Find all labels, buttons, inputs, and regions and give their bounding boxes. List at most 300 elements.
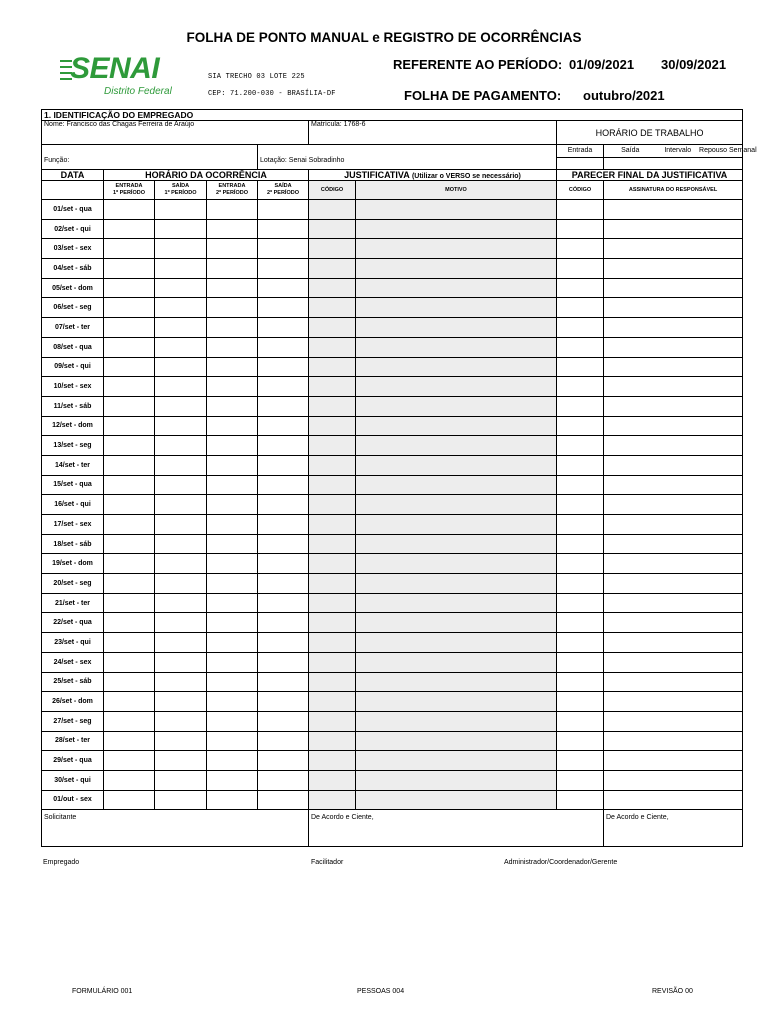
justification-reason-cell[interactable] — [356, 239, 557, 259]
day-row — [42, 711, 743, 731]
justification-reason-cell[interactable] — [356, 790, 557, 810]
entry-2-cell[interactable] — [207, 574, 258, 594]
entry-1-cell[interactable] — [104, 377, 155, 397]
exit-2-cell[interactable] — [258, 259, 309, 279]
entry-1-cell[interactable] — [104, 318, 155, 338]
entry-1-cell[interactable] — [104, 731, 155, 751]
exit-2-cell[interactable] — [258, 593, 309, 613]
final-code-cell[interactable] — [557, 455, 604, 475]
justification-code-cell[interactable] — [309, 259, 356, 279]
exit-2-cell[interactable] — [258, 692, 309, 712]
day-row — [42, 259, 743, 279]
justification-reason-cell[interactable] — [356, 298, 557, 318]
entry-1-cell[interactable] — [104, 672, 155, 692]
signature-cell[interactable] — [604, 692, 743, 712]
final-code-cell[interactable] — [557, 298, 604, 318]
entry-2-cell[interactable] — [207, 416, 258, 436]
final-code-cell[interactable] — [557, 515, 604, 535]
exit-2-cell[interactable] — [258, 711, 309, 731]
schedule-col-exit: Saída — [621, 147, 640, 155]
exit-1-cell[interactable] — [155, 770, 207, 790]
entry-2-cell[interactable] — [207, 672, 258, 692]
justification-reason-cell[interactable] — [356, 455, 557, 475]
justification-reason-cell[interactable] — [356, 278, 557, 298]
header-entry-1: ENTRADA 1º PERÍODO — [104, 181, 155, 200]
signature-cell[interactable] — [604, 554, 743, 574]
signature-cell[interactable] — [604, 239, 743, 259]
day-row — [42, 239, 743, 259]
entry-2-cell[interactable] — [207, 751, 258, 771]
exit-2-cell[interactable] — [258, 633, 309, 653]
justification-code-cell[interactable] — [309, 396, 356, 416]
justification-reason-cell[interactable] — [356, 377, 557, 397]
exit-1-cell[interactable] — [155, 357, 207, 377]
signature-cell[interactable] — [604, 613, 743, 633]
justification-code-cell[interactable] — [309, 593, 356, 613]
entry-1-cell[interactable] — [104, 200, 155, 220]
justification-code-cell[interactable] — [309, 278, 356, 298]
exit-1-cell[interactable] — [155, 298, 207, 318]
entry-2-cell[interactable] — [207, 396, 258, 416]
entry-1-cell[interactable] — [104, 593, 155, 613]
exit-2-cell[interactable] — [258, 455, 309, 475]
signature-facilitator-label: Facilitador — [311, 859, 344, 866]
signature-cell[interactable] — [604, 593, 743, 613]
justification-code-cell[interactable] — [309, 475, 356, 495]
entry-2-cell[interactable] — [207, 436, 258, 456]
entry-2-cell[interactable] — [207, 357, 258, 377]
exit-1-cell[interactable] — [155, 554, 207, 574]
entry-2-cell[interactable] — [207, 692, 258, 712]
employee-name: Nome: Francisco das Chagas Ferreira de Araújo — [42, 121, 309, 145]
final-code-cell[interactable] — [557, 574, 604, 594]
signature-cell[interactable] — [604, 731, 743, 751]
final-code-cell[interactable] — [557, 554, 604, 574]
justification-reason-cell[interactable] — [356, 534, 557, 554]
entry-1-cell[interactable] — [104, 475, 155, 495]
exit-2-cell[interactable] — [258, 200, 309, 220]
entry-1-cell[interactable] — [104, 790, 155, 810]
exit-1-cell[interactable] — [155, 377, 207, 397]
signature-cell[interactable] — [604, 495, 743, 515]
entry-2-cell[interactable] — [207, 711, 258, 731]
final-code-cell[interactable] — [557, 672, 604, 692]
justification-reason-cell[interactable] — [356, 574, 557, 594]
entry-2-cell[interactable] — [207, 219, 258, 239]
day-label: 16/set - qui — [42, 495, 104, 515]
entry-1-cell[interactable] — [104, 219, 155, 239]
justification-reason-cell[interactable] — [356, 652, 557, 672]
exit-1-cell[interactable] — [155, 318, 207, 338]
day-label: 12/set - dom — [42, 416, 104, 436]
entry-1-cell[interactable] — [104, 298, 155, 318]
signature-cell[interactable] — [604, 377, 743, 397]
exit-2-cell[interactable] — [258, 377, 309, 397]
entry-2-cell[interactable] — [207, 278, 258, 298]
entry-1-cell[interactable] — [104, 534, 155, 554]
entry-1-cell[interactable] — [104, 278, 155, 298]
signature-cell[interactable] — [604, 337, 743, 357]
entry-1-cell[interactable] — [104, 652, 155, 672]
signature-cell[interactable] — [604, 711, 743, 731]
exit-2-cell[interactable] — [258, 318, 309, 338]
entry-1-cell[interactable] — [104, 692, 155, 712]
justification-reason-cell[interactable] — [356, 731, 557, 751]
justification-code-cell[interactable] — [309, 298, 356, 318]
justification-reason-cell[interactable] — [356, 554, 557, 574]
entry-1-cell[interactable] — [104, 711, 155, 731]
location-spacer — [258, 145, 557, 158]
final-code-cell[interactable] — [557, 692, 604, 712]
final-code-cell[interactable] — [557, 318, 604, 338]
justification-reason-cell[interactable] — [356, 495, 557, 515]
entry-1-cell[interactable] — [104, 416, 155, 436]
signature-cell[interactable] — [604, 455, 743, 475]
day-row — [42, 377, 743, 397]
justification-code-cell[interactable] — [309, 574, 356, 594]
schedule-other-values[interactable] — [604, 157, 743, 170]
day-label: 23/set - qui — [42, 633, 104, 653]
signature-cell[interactable] — [604, 278, 743, 298]
justification-code-cell[interactable] — [309, 652, 356, 672]
exit-1-cell[interactable] — [155, 200, 207, 220]
header-date: DATA — [42, 170, 104, 181]
schedule-entry-value[interactable] — [557, 157, 604, 170]
exit-1-cell[interactable] — [155, 259, 207, 279]
entry-2-cell[interactable] — [207, 318, 258, 338]
justification-reason-cell[interactable] — [356, 357, 557, 377]
exit-1-cell[interactable] — [155, 633, 207, 653]
day-row — [42, 554, 743, 574]
exit-1-cell[interactable] — [155, 534, 207, 554]
exit-2-cell[interactable] — [258, 652, 309, 672]
signature-cell[interactable] — [604, 574, 743, 594]
exit-1-cell[interactable] — [155, 475, 207, 495]
day-label: 19/set - dom — [42, 554, 104, 574]
final-code-cell[interactable] — [557, 357, 604, 377]
final-code-cell[interactable] — [557, 200, 604, 220]
header-occurrence: HORÁRIO DA OCORRÊNCIA — [104, 170, 309, 181]
exit-2-cell[interactable] — [258, 357, 309, 377]
address-line-1: SIA TRECHO 03 LOTE 225 — [208, 73, 305, 81]
entry-2-cell[interactable] — [207, 495, 258, 515]
entry-2-cell[interactable] — [207, 534, 258, 554]
exit-1-cell[interactable] — [155, 574, 207, 594]
document-title: FOLHA DE PONTO MANUAL e REGISTRO DE OCORRÊNCIAS — [186, 30, 582, 45]
justification-reason-cell[interactable] — [356, 475, 557, 495]
entry-1-cell[interactable] — [104, 259, 155, 279]
final-code-cell[interactable] — [557, 731, 604, 751]
entry-2-cell[interactable] — [207, 239, 258, 259]
final-code-cell[interactable] — [557, 751, 604, 771]
exit-1-cell[interactable] — [155, 337, 207, 357]
day-label: 03/set - sex — [42, 239, 104, 259]
facilitator-agree-box[interactable]: De Acordo e Ciente, — [309, 810, 604, 847]
day-label: 14/set - ter — [42, 455, 104, 475]
justification-code-cell[interactable] — [309, 554, 356, 574]
justification-reason-cell[interactable] — [356, 593, 557, 613]
signature-cell[interactable] — [604, 770, 743, 790]
justification-code-cell[interactable] — [309, 357, 356, 377]
entry-2-cell[interactable] — [207, 633, 258, 653]
entry-1-cell[interactable] — [104, 613, 155, 633]
entry-2-cell[interactable] — [207, 613, 258, 633]
day-row — [42, 515, 743, 535]
day-label: 05/set - dom — [42, 278, 104, 298]
entry-1-cell[interactable] — [104, 574, 155, 594]
exit-2-cell[interactable] — [258, 436, 309, 456]
exit-1-cell[interactable] — [155, 652, 207, 672]
exit-1-cell[interactable] — [155, 692, 207, 712]
entry-1-cell[interactable] — [104, 495, 155, 515]
exit-1-cell[interactable] — [155, 219, 207, 239]
entry-1-cell[interactable] — [104, 337, 155, 357]
final-code-cell[interactable] — [557, 475, 604, 495]
exit-2-cell[interactable] — [258, 770, 309, 790]
justification-code-cell[interactable] — [309, 692, 356, 712]
exit-1-cell[interactable] — [155, 790, 207, 810]
header-final-code: CÓDIGO — [557, 181, 604, 200]
justification-reason-cell[interactable] — [356, 751, 557, 771]
justification-code-cell[interactable] — [309, 711, 356, 731]
day-label: 07/set - ter — [42, 318, 104, 338]
employee-location: Lotação: Senai Sobradinho — [258, 157, 557, 170]
exit-1-cell[interactable] — [155, 593, 207, 613]
justification-code-cell[interactable] — [309, 534, 356, 554]
exit-1-cell[interactable] — [155, 436, 207, 456]
justification-code-cell[interactable] — [309, 633, 356, 653]
entry-2-cell[interactable] — [207, 259, 258, 279]
exit-2-cell[interactable] — [258, 396, 309, 416]
entry-1-cell[interactable] — [104, 357, 155, 377]
justification-code-cell[interactable] — [309, 455, 356, 475]
justification-code-cell[interactable] — [309, 672, 356, 692]
justification-reason-cell[interactable] — [356, 711, 557, 731]
final-code-cell[interactable] — [557, 534, 604, 554]
exit-1-cell[interactable] — [155, 416, 207, 436]
justification-code-cell[interactable] — [309, 318, 356, 338]
justification-code-cell[interactable] — [309, 200, 356, 220]
justification-reason-cell[interactable] — [356, 692, 557, 712]
entry-2-cell[interactable] — [207, 652, 258, 672]
final-code-cell[interactable] — [557, 337, 604, 357]
justification-reason-cell[interactable] — [356, 318, 557, 338]
exit-2-cell[interactable] — [258, 534, 309, 554]
entry-2-cell[interactable] — [207, 200, 258, 220]
day-row — [42, 652, 743, 672]
exit-1-cell[interactable] — [155, 515, 207, 535]
entry-2-cell[interactable] — [207, 770, 258, 790]
day-row — [42, 357, 743, 377]
justification-code-cell[interactable] — [309, 751, 356, 771]
entry-2-cell[interactable] — [207, 455, 258, 475]
exit-2-cell[interactable] — [258, 475, 309, 495]
exit-1-cell[interactable] — [155, 672, 207, 692]
justification-code-cell[interactable] — [309, 337, 356, 357]
day-row — [42, 475, 743, 495]
entry-1-cell[interactable] — [104, 554, 155, 574]
revision-code: REVISÃO 00 — [652, 988, 693, 995]
header-exit-1: SAÍDA 1º PERÍODO — [155, 181, 207, 200]
exit-2-cell[interactable] — [258, 278, 309, 298]
justification-reason-cell[interactable] — [356, 436, 557, 456]
justification-reason-cell[interactable] — [356, 613, 557, 633]
final-code-cell[interactable] — [557, 790, 604, 810]
exit-1-cell[interactable] — [155, 495, 207, 515]
signature-cell[interactable] — [604, 515, 743, 535]
exit-2-cell[interactable] — [258, 515, 309, 535]
exit-2-cell[interactable] — [258, 495, 309, 515]
entry-2-cell[interactable] — [207, 298, 258, 318]
entry-2-cell[interactable] — [207, 593, 258, 613]
department-code: PESSOAS 004 — [357, 988, 405, 995]
final-code-cell[interactable] — [557, 259, 604, 279]
justification-reason-cell[interactable] — [356, 416, 557, 436]
day-row — [42, 200, 743, 220]
day-label: 27/set - seg — [42, 711, 104, 731]
day-row — [42, 692, 743, 712]
entry-1-cell[interactable] — [104, 770, 155, 790]
exit-2-cell[interactable] — [258, 751, 309, 771]
justification-code-cell[interactable] — [309, 239, 356, 259]
exit-1-cell[interactable] — [155, 396, 207, 416]
justification-reason-cell[interactable] — [356, 396, 557, 416]
signature-cell[interactable] — [604, 790, 743, 810]
entry-2-cell[interactable] — [207, 554, 258, 574]
exit-2-cell[interactable] — [258, 416, 309, 436]
exit-2-cell[interactable] — [258, 731, 309, 751]
signature-cell[interactable] — [604, 396, 743, 416]
exit-2-cell[interactable] — [258, 219, 309, 239]
exit-2-cell[interactable] — [258, 613, 309, 633]
signature-cell[interactable] — [604, 652, 743, 672]
requester-box[interactable]: Solicitante — [42, 810, 309, 847]
final-code-cell[interactable] — [557, 495, 604, 515]
entry-1-cell[interactable] — [104, 436, 155, 456]
final-code-cell[interactable] — [557, 396, 604, 416]
final-code-cell[interactable] — [557, 239, 604, 259]
day-row — [42, 219, 743, 239]
signature-cell[interactable] — [604, 357, 743, 377]
entry-1-cell[interactable] — [104, 396, 155, 416]
admin-agree-box[interactable]: De Acordo e Ciente, — [604, 810, 743, 847]
justification-reason-cell[interactable] — [356, 259, 557, 279]
day-row — [42, 495, 743, 515]
final-code-cell[interactable] — [557, 633, 604, 653]
day-label: 30/set - qui — [42, 770, 104, 790]
signature-cell[interactable] — [604, 751, 743, 771]
header-signature: ASSINATURA DO RESPONSÁVEL — [604, 181, 743, 200]
entry-2-cell[interactable] — [207, 731, 258, 751]
entry-2-cell[interactable] — [207, 475, 258, 495]
exit-2-cell[interactable] — [258, 574, 309, 594]
justification-code-cell[interactable] — [309, 731, 356, 751]
exit-2-cell[interactable] — [258, 554, 309, 574]
justification-code-cell[interactable] — [309, 219, 356, 239]
signature-cell[interactable] — [604, 633, 743, 653]
header-date-blank — [42, 181, 104, 200]
justification-code-cell[interactable] — [309, 515, 356, 535]
day-label: 08/set - qua — [42, 337, 104, 357]
entry-2-cell[interactable] — [207, 377, 258, 397]
justification-reason-cell[interactable] — [356, 633, 557, 653]
exit-1-cell[interactable] — [155, 278, 207, 298]
justification-code-cell[interactable] — [309, 613, 356, 633]
signature-cell[interactable] — [604, 219, 743, 239]
justification-reason-cell[interactable] — [356, 200, 557, 220]
entry-1-cell[interactable] — [104, 515, 155, 535]
entry-1-cell[interactable] — [104, 239, 155, 259]
justification-code-cell[interactable] — [309, 770, 356, 790]
final-code-cell[interactable] — [557, 652, 604, 672]
justification-reason-cell[interactable] — [356, 515, 557, 535]
day-label: 15/set - qua — [42, 475, 104, 495]
final-code-cell[interactable] — [557, 711, 604, 731]
exit-2-cell[interactable] — [258, 337, 309, 357]
justification-reason-cell[interactable] — [356, 672, 557, 692]
entry-2-cell[interactable] — [207, 515, 258, 535]
senai-logo — [60, 52, 195, 100]
exit-1-cell[interactable] — [155, 751, 207, 771]
entry-1-cell[interactable] — [104, 455, 155, 475]
exit-1-cell[interactable] — [155, 731, 207, 751]
exit-2-cell[interactable] — [258, 790, 309, 810]
justification-reason-cell[interactable] — [356, 337, 557, 357]
entry-2-cell[interactable] — [207, 790, 258, 810]
day-label: 17/set - sex — [42, 515, 104, 535]
exit-1-cell[interactable] — [155, 613, 207, 633]
signature-cell[interactable] — [604, 318, 743, 338]
day-label: 25/set - sáb — [42, 672, 104, 692]
final-code-cell[interactable] — [557, 613, 604, 633]
entry-2-cell[interactable] — [207, 337, 258, 357]
final-code-cell[interactable] — [557, 593, 604, 613]
period-start: 01/09/2021 — [569, 57, 635, 72]
day-label: 02/set - qui — [42, 219, 104, 239]
signature-cell[interactable] — [604, 534, 743, 554]
signature-cell[interactable] — [604, 416, 743, 436]
exit-2-cell[interactable] — [258, 672, 309, 692]
signature-cell[interactable] — [604, 475, 743, 495]
justification-code-cell[interactable] — [309, 790, 356, 810]
signature-cell[interactable] — [604, 672, 743, 692]
justification-code-cell[interactable] — [309, 436, 356, 456]
exit-1-cell[interactable] — [155, 455, 207, 475]
exit-1-cell[interactable] — [155, 239, 207, 259]
justification-reason-cell[interactable] — [356, 219, 557, 239]
final-code-cell[interactable] — [557, 436, 604, 456]
day-row — [42, 396, 743, 416]
final-code-cell[interactable] — [557, 219, 604, 239]
justification-code-cell[interactable] — [309, 416, 356, 436]
signature-cell[interactable] — [604, 259, 743, 279]
exit-2-cell[interactable] — [258, 298, 309, 318]
final-code-cell[interactable] — [557, 377, 604, 397]
exit-2-cell[interactable] — [258, 239, 309, 259]
signature-cell[interactable] — [604, 436, 743, 456]
justification-code-cell[interactable] — [309, 377, 356, 397]
entry-1-cell[interactable] — [104, 751, 155, 771]
final-code-cell[interactable] — [557, 416, 604, 436]
signature-cell[interactable] — [604, 298, 743, 318]
final-code-cell[interactable] — [557, 770, 604, 790]
exit-1-cell[interactable] — [155, 711, 207, 731]
entry-1-cell[interactable] — [104, 633, 155, 653]
justification-reason-cell[interactable] — [356, 770, 557, 790]
final-code-cell[interactable] — [557, 278, 604, 298]
signature-cell[interactable] — [604, 200, 743, 220]
justification-code-cell[interactable] — [309, 495, 356, 515]
